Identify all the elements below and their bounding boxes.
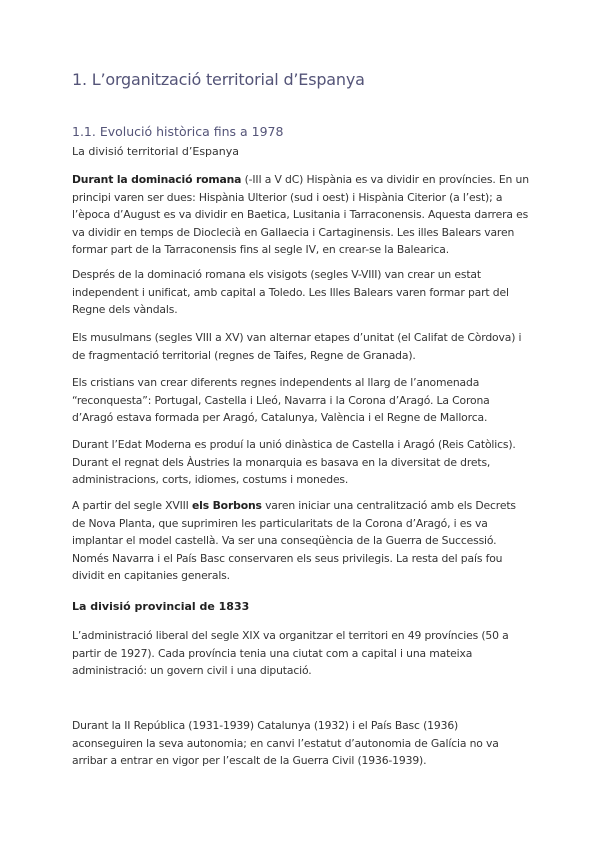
paragraph-text: A partir del segle XVIII <box>72 499 192 512</box>
bold-phrase: els Borbons <box>191 499 262 512</box>
paragraph-muslims: Els musulmans (segles VIII a XV) van alternar etapes d’unitat (el Califat de Còrdova) i de fragmentació territorial (regnes de Taifes, Regne de Granada). <box>72 331 522 362</box>
subsection-heading: La divisió provincial de 1833 <box>72 600 250 613</box>
paragraph-roman <box>72 171 530 259</box>
paragraph-visigoths: Després de la dominació romana els visigots (segles V-VIII) van crear un estat independent i unificat, amb capital a Toledo. Les Illes Balears varen formar part del Regne dels vàndals. <box>72 268 509 316</box>
paragraph-provinces: L’administració liberal del segle XIX va organitzar el territori en 49 províncies (50 a partir de 1927). Cada província tenia una ciutat com a capital i una mateixa administració: un govern civil i una diputació. <box>72 629 509 677</box>
paragraph-christians: Els cristians van crear diferents regnes independents al llarg de l’anomenada “reconquesta”: Portugal, Castella i Lleó, Navarra i la Corona d’Aragó. La Corona d’Aragó estava formada per Aragó, Catalunya, València i el Regne de Mallorca. <box>72 376 490 424</box>
paragraph-modern-age: Durant l’Edat Moderna es produí la unió dinàstica de Castella i Aragó (Reis Catòlics). Durant el regnat dels Àustries la monarquia es basava en la diversitat de drets, administracions, corts, idiomes, costums i monedes. <box>72 438 516 486</box>
page-title: 1. L’organització territorial d’Espanya <box>72 70 365 89</box>
section-heading: 1.1. Evolució històrica fins a 1978 <box>72 124 284 139</box>
paragraph-text: (-III a V dC) Hispània es va dividir en províncies. En un principi varen ser dues: Hispània Ulterior (sud i oest) i Hispània Citerior (a l’est); a l’època d’August es va dividir en Baetica, Lusitania i Tarraconensis. Aquesta darrera es va dividir en temps de Dioclecià en Gallaecia i Cartaginensis. Les illes Balears varen formar part de la Tarraconensis fins al segle IV, en crear-se la Balearica. <box>72 173 529 256</box>
bold-phrase: Durant la dominació romana <box>72 173 242 186</box>
paragraph-republic: Durant la II República (1931-1939) Catalunya (1932) i el País Basc (1936) aconseguiren la seva autonomia; en canvi l’estatut d’autonomia de Galícia no va arribar a entrar en vigor per l’escalt de la Guerra Civil (1936-1939). <box>72 719 499 767</box>
section-subtitle: La divisió territorial d’Espanya <box>72 145 239 158</box>
paragraph-bourbons <box>72 497 530 585</box>
paragraph-text: varen iniciar una centralització amb els Decrets de Nova Planta, que suprimiren les particularitats de la Corona d’Aragó, i es va implantar el model castellà. Va ser una conseqüència de la Guerra de Successió. Només Navarra i el País Basc conservaren els seus privilegis. La resta del país fou dividit en capitanies generals. <box>72 499 516 582</box>
